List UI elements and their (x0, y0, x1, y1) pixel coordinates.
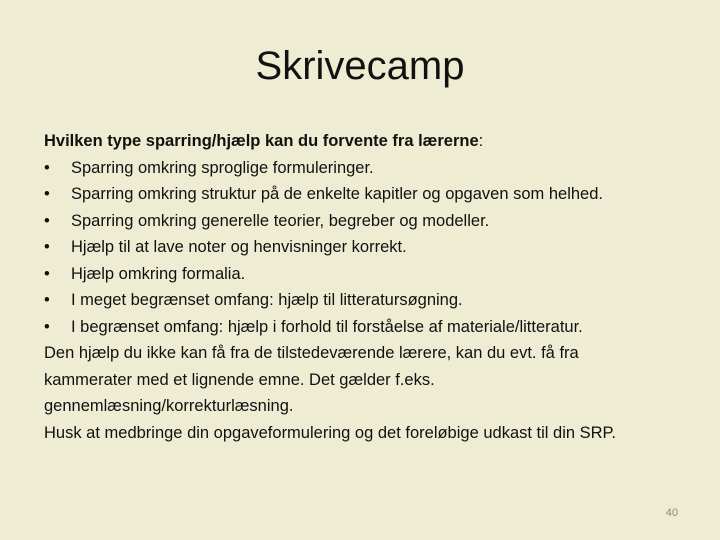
bullet-text: Sparring omkring sproglige formuleringer. (71, 158, 374, 177)
bullet-icon: • (44, 317, 50, 336)
bullet-icon: • (44, 264, 50, 283)
bullet-icon: • (44, 185, 50, 203)
bullet-item (44, 155, 694, 182)
body-heading-colon: : (478, 132, 484, 150)
bullet-text: Sparring omkring struktur på de enkelte kapitler og opgaven som helhed. (71, 185, 603, 203)
bullet-icon: • (44, 238, 50, 256)
bullet-item (44, 234, 694, 261)
body-heading (44, 128, 694, 155)
slide-body (44, 128, 694, 446)
bullet-item (44, 181, 694, 208)
slide-title: Skrivecamp (255, 44, 465, 88)
bullet-icon: • (44, 211, 50, 230)
bullet-item (44, 261, 694, 288)
bullet-icon: • (44, 158, 50, 177)
bullet-text: Hjælp til at lave noter og henvisninger korrekt. (71, 238, 407, 256)
bullet-item (44, 314, 694, 341)
reminder-paragraph: Husk at medbringe din opgaveformulering og det foreløbige udkast til din SRP. (44, 423, 617, 442)
bullet-list (44, 155, 694, 341)
bullet-text: I begrænset omfang: hjælp i forhold til forståelse af materiale/litteratur. (71, 317, 583, 336)
bullet-text: I meget begrænset omfang: hjælp til litteratursøgning. (71, 291, 463, 309)
bullet-text: Sparring omkring generelle teorier, begreber og modeller. (71, 211, 490, 230)
body-heading-bold: Hvilken type sparring/hjælp kan du forvente fra lærerne (44, 132, 479, 150)
page-number: 40 (665, 507, 678, 519)
bullet-icon: • (44, 291, 50, 309)
peer-help-paragraph: Den hjælp du ikke kan få fra de tilstedeværende lærere, kan du evt. få fra kammerater med et lignende emne. Det gælder f.eks. gennemlæsning/korrekturlæsning. (44, 344, 579, 415)
bullet-text: Hjælp omkring formalia. (71, 264, 246, 283)
bullet-item (44, 287, 694, 314)
bullet-item (44, 208, 694, 235)
